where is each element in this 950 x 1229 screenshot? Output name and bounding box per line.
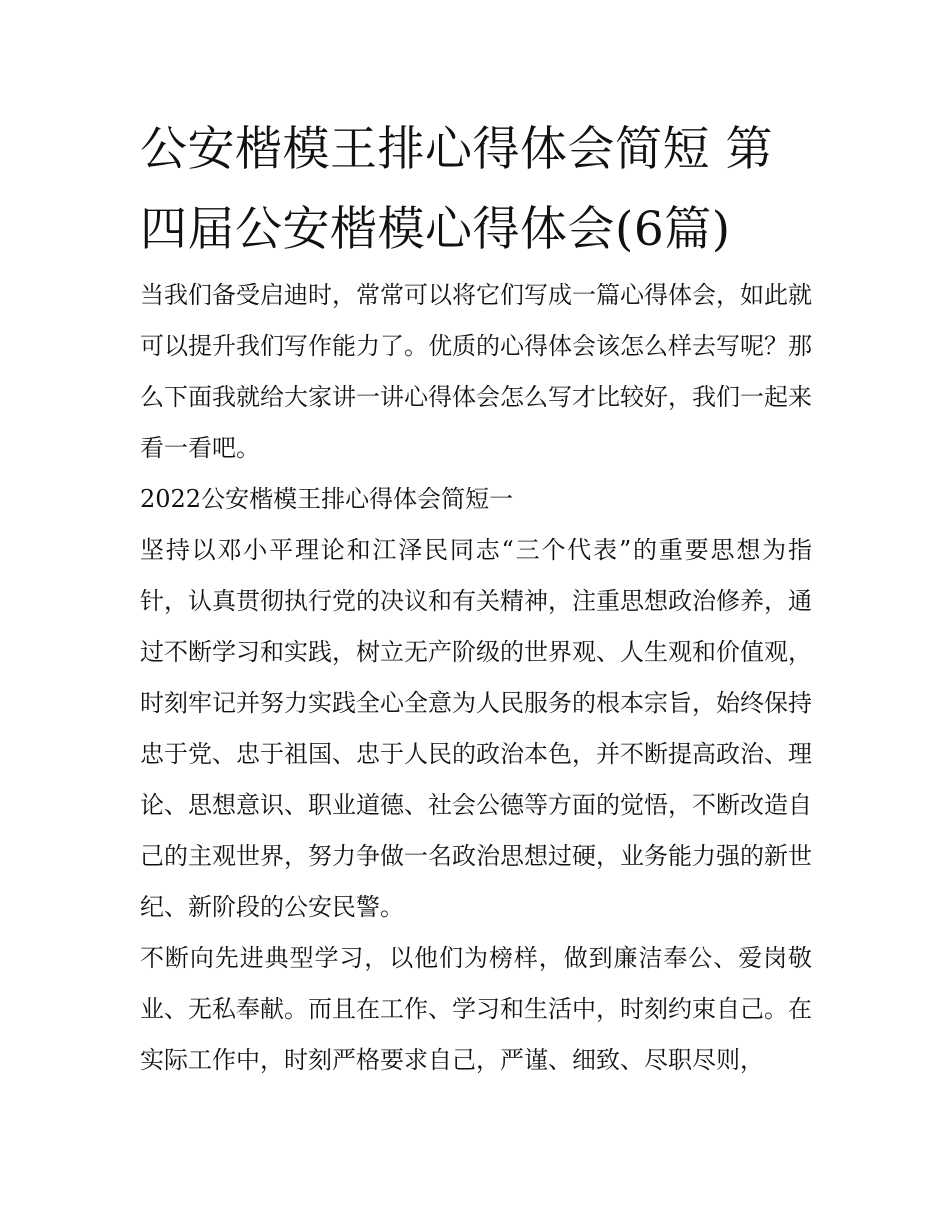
document-page <box>140 110 812 1086</box>
intro-paragraph: 当我们备受启迪时，常常可以将它们写成一篇心得体会，如此就可以提升我们写作能力了。优质的心得体会该怎么样去写呢？那么下面我就给大家讲一讲心得体会怎么写才比较好，我们一起来看一看吧。 <box>140 281 812 462</box>
section-heading: 2022公安楷模王排心得体会简短一 <box>140 485 514 513</box>
body-paragraph-1: 坚持以邓小平理论和江泽民同志“三个代表”的重要思想为指针，认真贯彻执行党的决议和有关精神，注重思想政治修养，通过不断学习和实践，树立无产阶级的世界观、人生观和价值观，时刻牢记并努力实践全心全意为人民服务的根本宗旨，始终保持忠于党、忠于祖国、忠于人民的政治本色，并不断提高政治、理论、思想意识、职业道德、社会公德等方面的觉悟，不断改造自己的主观世界，努力争做一名政治思想过硬，业务能力强的新世纪、新阶段的公安民警。 <box>140 536 812 921</box>
document-title: 公安楷模王排心得体会简短 第四届公安楷模心得体会(6篇) <box>140 122 773 257</box>
body-paragraph-2: 不断向先进典型学习，以他们为榜样，做到廉洁奉公、爱岗敬业、无私奉献。而且在工作、学习和生活中，时刻约束自己。在实际工作中，时刻严格要求自己，严谨、细致、尽职尽则， <box>140 944 812 1074</box>
